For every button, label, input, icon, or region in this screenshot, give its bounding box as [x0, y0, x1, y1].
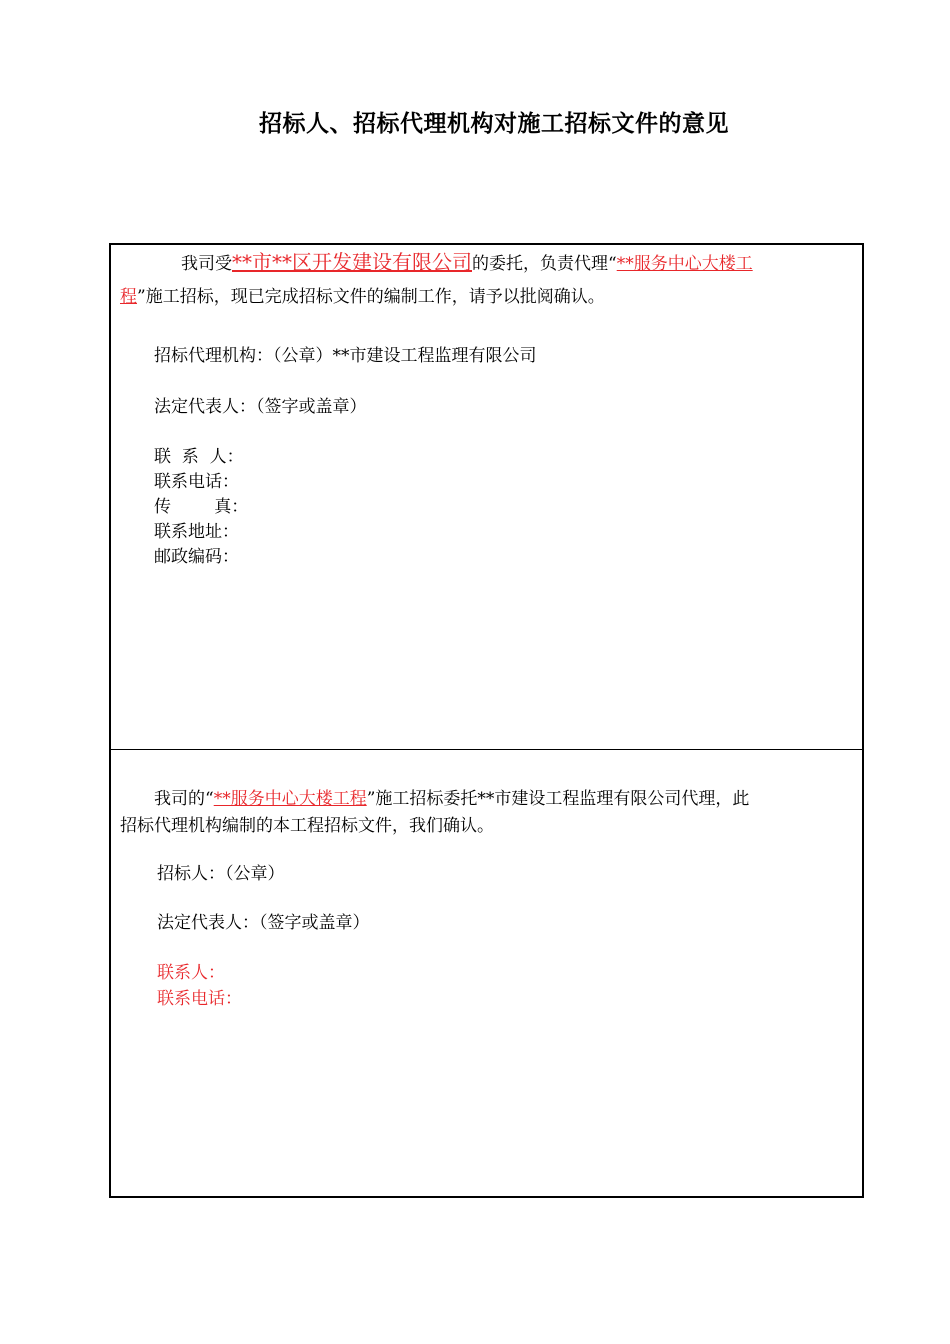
agency-legal-rep-line: 法定代表人：（签字或盖章）	[154, 397, 367, 417]
project-name-part-2: 程	[120, 287, 137, 307]
statement-prefix: 我司受	[181, 254, 232, 274]
agency-phone-line: 联系电话：	[154, 472, 239, 492]
tenderer-statement-line-1	[154, 789, 749, 809]
tenderer-contact-line: 联系人：	[157, 963, 225, 983]
tenderer-seal-line: 招标人：（公章）	[157, 864, 285, 884]
project-name: **服务中心大楼工程	[213, 789, 367, 809]
tenderer-phone-line: 联系电话：	[157, 989, 242, 1009]
client-company-name: **市**区开发建设有限公司	[232, 250, 472, 274]
statement2-prefix: 我司的“	[154, 789, 214, 809]
agency-statement-line-2	[120, 287, 605, 307]
project-name-part-1: **服务中心大楼工	[616, 254, 753, 274]
tenderer-legal-rep-line: 法定代表人：（签字或盖章）	[157, 913, 370, 933]
statement-middle: 的委托，负责代理“	[472, 254, 617, 274]
tenderer-statement-line-2: 招标代理机构编制的本工程招标文件，我们确认。	[120, 816, 494, 836]
agency-seal-line: 招标代理机构：（公章）**市建设工程监理有限公司	[154, 346, 537, 366]
agency-statement-line-1	[181, 252, 753, 274]
section-divider	[111, 749, 862, 750]
statement-suffix: ”施工招标，现已完成招标文件的编制工作，请予以批阅确认。	[137, 287, 605, 307]
opinion-table	[109, 243, 864, 1198]
statement2-middle: ”施工招标委托**市建设工程监理有限公司代理，此	[366, 789, 750, 809]
agency-address-line: 联系地址：	[154, 522, 239, 542]
agency-fax-line: 传 真：	[154, 497, 249, 517]
agency-postcode-line: 邮政编码：	[154, 547, 239, 567]
agency-contact-line: 联 系 人：	[154, 447, 244, 467]
page-title: 招标人、招标代理机构对施工招标文件的意见	[259, 111, 729, 137]
